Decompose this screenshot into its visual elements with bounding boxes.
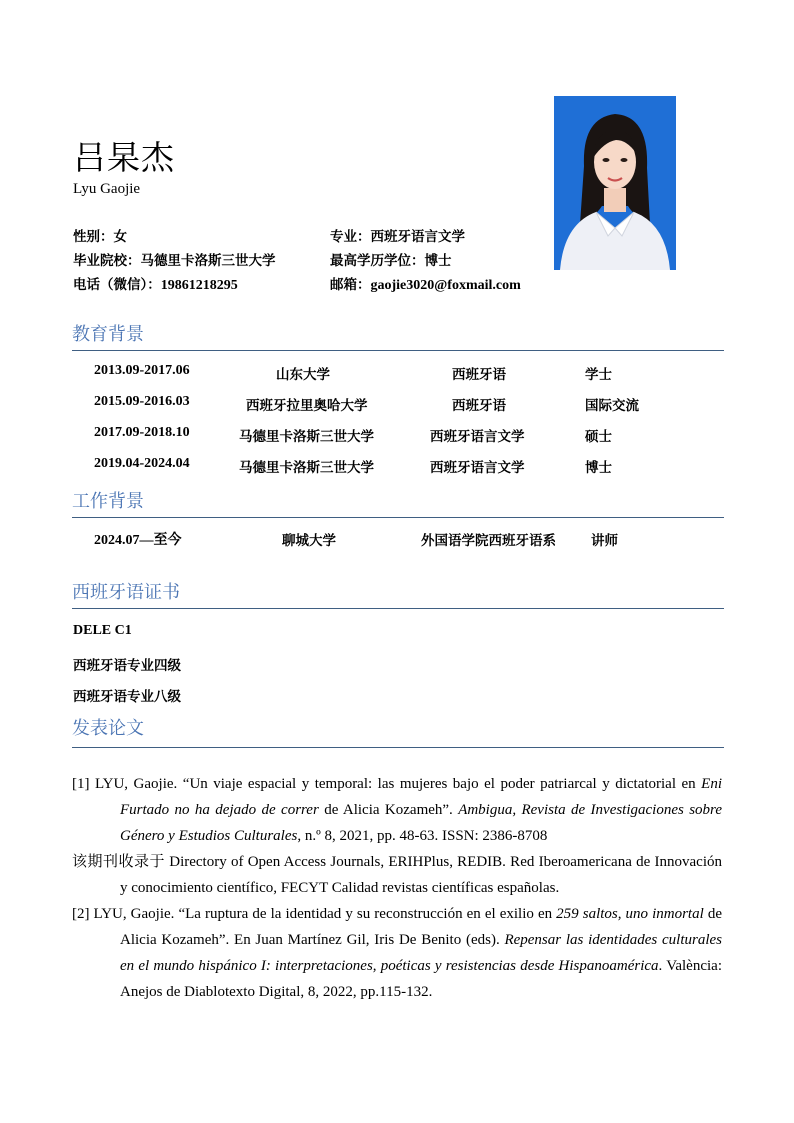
- edu-major: 西班牙语: [452, 367, 506, 383]
- degree-info: 最高学历学位：博士: [330, 253, 452, 269]
- edu-major: 西班牙语: [452, 398, 506, 414]
- gender-info: 性别：女: [73, 229, 127, 245]
- edu-school: 山东大学: [276, 367, 330, 383]
- work-dept: 外国语学院西班牙语系: [421, 533, 556, 549]
- work-date: 2024.07—至今: [94, 533, 182, 548]
- edu-school: 马德里卡洛斯三世大学: [239, 429, 374, 445]
- edu-degree: 学士: [585, 367, 612, 383]
- indexing-note: 该期刊收录于 Directory of Open Access Journals, ERIHPlus, REDIB. Red Iberoamericana de Innovación y conocimiento científico, FECYT Calidad revistas científicas españolas.: [72, 854, 722, 896]
- school-info: 毕业院校：马德里卡洛斯三世大学: [73, 253, 276, 269]
- publication-entry: [2] LYU, Gaojie. “La ruptura de la identidad y su reconstrucción en el exilio en 259 saltos, uno inmortal de Alicia Kozameh”. En Juan Martínez Gil, Iris De Benito (eds). Repensar las identidades culturales en el mundo hispánico I: interpretaciones, poéticas y resistencias desde Hispanoamérica. València: Anejos de Diablotexto Digital, 8, 2022, pp.115-132.: [72, 906, 723, 1000]
- edu-date: 2015.09-2016.03: [94, 394, 190, 409]
- profile-photo: [554, 96, 676, 270]
- edu-school: 西班牙拉里奥哈大学: [246, 398, 368, 414]
- edu-date: 2013.09-2017.06: [94, 363, 190, 378]
- section-title: 工作背景: [72, 491, 144, 512]
- section-publications: [72, 718, 724, 748]
- edu-degree: 硕士: [585, 429, 612, 445]
- edu-degree: 博士: [585, 460, 612, 476]
- publication-list: [72, 771, 722, 1005]
- edu-major: 西班牙语言文学: [430, 460, 525, 476]
- work-role: 讲师: [591, 533, 618, 549]
- name-english: Lyu Gaojie: [73, 181, 141, 197]
- section-title: 西班牙语证书: [72, 582, 180, 603]
- phone-info: 电话（微信）：19861218295: [73, 277, 238, 293]
- cert-item: 西班牙语专业四级: [73, 658, 181, 674]
- publication-entry: [1] LYU, Gaojie. “Un viaje espacial y temporal: las mujeres bajo el poder patriarcal y dictatorial en Eni Furtado no ha dejado de correr de Alicia Kozameh”. Ambigua, Revista de Investigaciones sobre Género y Estudios Culturales, n.º 8, 2021, pp. 48-63. ISSN: 2386-8708: [72, 776, 722, 844]
- section-certificates: [72, 582, 724, 609]
- major-info: 专业：西班牙语言文学: [330, 229, 465, 245]
- section-education: [72, 324, 724, 351]
- edu-degree: 国际交流: [585, 398, 639, 414]
- edu-major: 西班牙语言文学: [430, 429, 525, 445]
- cert-item: 西班牙语专业八级: [73, 689, 181, 705]
- section-work: [72, 491, 724, 518]
- edu-date: 2017.09-2018.10: [94, 425, 190, 440]
- edu-date: 2019.04-2024.04: [94, 456, 190, 471]
- edu-school: 马德里卡洛斯三世大学: [239, 460, 374, 476]
- name-chinese: 吕杲杰: [73, 138, 175, 177]
- section-title: 教育背景: [72, 324, 144, 345]
- section-title: 发表论文: [72, 718, 144, 739]
- cert-item: DELE C1: [73, 623, 132, 638]
- email-info: 邮箱：gaojie3020@foxmail.com: [330, 277, 521, 293]
- work-org: 聊城大学: [282, 533, 336, 549]
